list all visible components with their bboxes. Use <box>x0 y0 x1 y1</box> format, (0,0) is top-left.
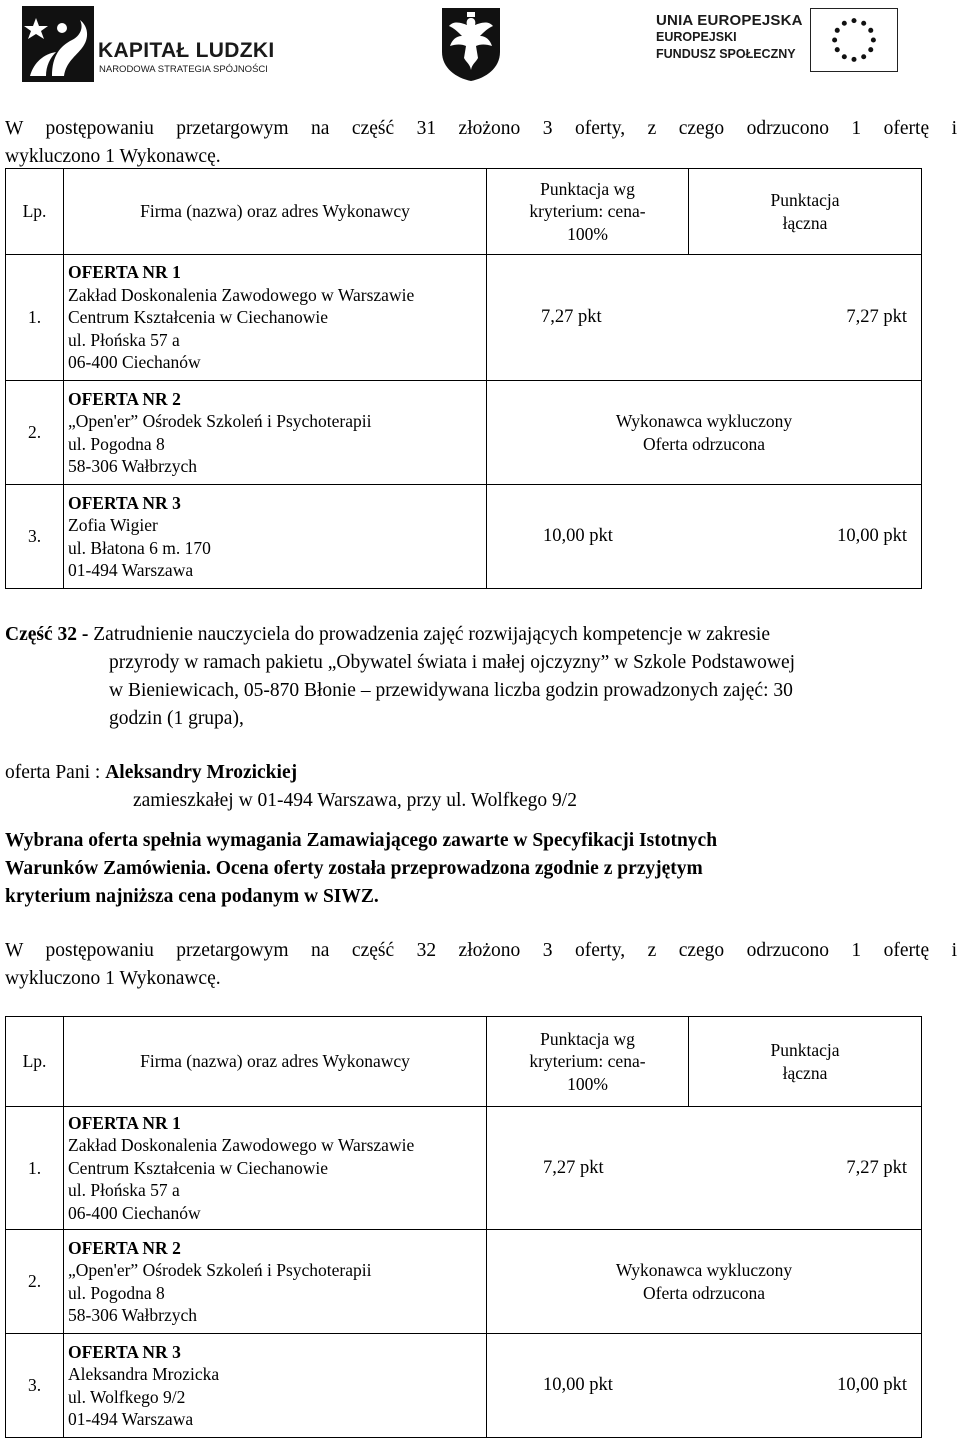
section32-address: zamieszkałej w 01-494 Warszawa, przy ul. Wolfkego 9/2 <box>133 790 577 811</box>
firm-line: Centrum Kształcenia w Ciechanowie <box>68 307 328 328</box>
eu-logo <box>656 8 938 72</box>
firm-line: Zofia Wigier <box>68 515 158 535</box>
row-status <box>487 381 922 485</box>
row-lp: 2. <box>6 381 64 485</box>
section31-intro-line-1: W postępowaniu przetargowym na część 31 złożono 3 oferty, z czego odrzucono 1 ofertę i <box>5 118 957 139</box>
score-value: 7,27 pkt <box>541 307 602 328</box>
firm-line: 06-400 Ciechanów <box>68 1202 201 1223</box>
section31-results-table <box>5 168 922 589</box>
table-row <box>6 485 922 589</box>
firm-line: 58-306 Wałbrzych <box>68 1305 197 1325</box>
row-scores <box>487 1107 922 1230</box>
table-header-row <box>6 169 922 255</box>
header-score-line-3: 100% <box>567 223 608 244</box>
row-lp: 2. <box>6 1230 64 1334</box>
header-score-line-2: kryterium: cena- <box>529 1051 646 1072</box>
row-firm <box>64 1107 487 1230</box>
header-total-line-2: łączna <box>782 212 828 233</box>
row-lp: 3. <box>6 1334 64 1438</box>
section32-bold-line-3: kryterium najniższa cena podanym w SIWZ. <box>5 886 379 907</box>
row-scores <box>487 485 922 589</box>
coat-of-arms-eagle-icon <box>440 6 502 82</box>
eu-flag-icon <box>810 8 898 72</box>
firm-line: Zakład Doskonalenia Zawodowego w Warszawie <box>68 1135 415 1156</box>
header-total <box>689 169 922 255</box>
section31-intro-line-2: wykluczono 1 Wykonawcę. <box>5 146 221 167</box>
table-row <box>6 255 922 381</box>
firm-line: 06-400 Ciechanów <box>68 352 201 373</box>
header-total-line-1: Punktacja <box>770 1040 840 1060</box>
offer-number: OFERTA NR 3 <box>68 492 181 513</box>
offer-number: OFERTA NR 2 <box>68 388 181 409</box>
status-excluded: Wykonawca wykluczony <box>615 411 793 431</box>
header-score <box>487 169 689 255</box>
eu-logo-text <box>656 12 803 63</box>
total-value: 7,27 pkt <box>846 307 907 328</box>
header-lp: Lp. <box>6 1017 64 1107</box>
status-rejected: Oferta odrzucona <box>643 1282 765 1303</box>
row-firm <box>64 381 487 485</box>
header-score-line-3: 100% <box>567 1073 608 1094</box>
eu-logo-line-3: FUNDUSZ SPOŁECZNY <box>656 47 796 61</box>
status-excluded: Wykonawca wykluczony <box>615 1260 793 1280</box>
section32-part-line-1 <box>5 622 770 648</box>
header-score-line-2: kryterium: cena- <box>529 201 646 222</box>
score-value: 10,00 pkt <box>543 526 613 547</box>
score-value: 10,00 pkt <box>543 1375 613 1396</box>
header-score-line-1: Punktacja wg <box>540 1028 635 1049</box>
offer-prefix: oferta Pani : <box>5 762 106 783</box>
firm-line: ul. Błatona 6 m. 170 <box>68 537 211 558</box>
header-lp: Lp. <box>6 169 64 255</box>
firm-line: 58-306 Wałbrzych <box>68 456 197 476</box>
section32-intro-line-2: wykluczono 1 Wykonawcę. <box>5 968 221 989</box>
section32-part-line-3: w Bieniewicach, 05-870 Błonie – przewidywana liczba godzin prowadzonych zajęć: 30 <box>109 680 793 701</box>
firm-line: Zakład Doskonalenia Zawodowego w Warszawie <box>68 284 415 305</box>
table-row <box>6 1230 922 1334</box>
row-status <box>487 1230 922 1334</box>
header-firm: Firma (nazwa) oraz adres Wykonawcy <box>64 1017 487 1107</box>
offer-name: Aleksandry Mrozickiej <box>105 762 298 783</box>
eu-logo-line-1: UNIA EUROPEJSKA <box>656 12 803 29</box>
table-row <box>6 381 922 485</box>
total-value: 10,00 pkt <box>837 526 907 547</box>
logo-bar <box>0 0 960 90</box>
firm-line: ul. Wolfkego 9/2 <box>68 1386 186 1407</box>
section32-intro-line-1: W postępowaniu przetargowym na część 32 złożono 3 oferty, z czego odrzucono 1 ofertę i <box>5 940 957 961</box>
firm-line: ul. Płońska 57 a <box>68 329 180 350</box>
firm-line: 01-494 Warszawa <box>68 560 194 580</box>
section32-results-table <box>5 1016 922 1438</box>
offer-number: OFERTA NR 3 <box>68 1341 181 1362</box>
table-row <box>6 1334 922 1438</box>
header-total-line-2: łączna <box>782 1062 828 1083</box>
header-total-line-1: Punktacja <box>770 190 840 210</box>
offer-number: OFERTA NR 1 <box>68 1112 181 1133</box>
firm-line: Centrum Kształcenia w Ciechanowie <box>68 1157 328 1178</box>
status-rejected: Oferta odrzucona <box>643 433 765 454</box>
row-scores <box>487 255 922 381</box>
firm-line: ul. Płońska 57 a <box>68 1180 180 1201</box>
firm-line: 01-494 Warszawa <box>68 1409 194 1429</box>
row-firm <box>64 255 487 381</box>
eu-logo-line-2: EUROPEJSKI <box>656 30 737 44</box>
kapital-ludzki-title: KAPITAŁ LUDZKI <box>98 39 275 62</box>
row-firm <box>64 1230 487 1334</box>
section32-offer-line <box>5 760 297 786</box>
table-row <box>6 1107 922 1230</box>
section32-part-line-2: przyrody w ramach pakietu „Obywatel świata i małej ojczyzny” w Szkole Podstawowej <box>109 652 796 673</box>
header-firm: Firma (nazwa) oraz adres Wykonawcy <box>64 169 487 255</box>
part-label: Część 32 - <box>5 624 89 645</box>
offer-number: OFERTA NR 2 <box>68 1237 181 1258</box>
total-value: 10,00 pkt <box>837 1375 907 1396</box>
row-lp: 1. <box>6 1107 64 1230</box>
row-lp: 3. <box>6 485 64 589</box>
row-scores <box>487 1334 922 1438</box>
header-total <box>689 1017 922 1107</box>
section32-bold-line-2: Warunków Zamówienia. Ocena oferty została przeprowadzona zgodnie z przyjętym <box>5 858 703 879</box>
firm-line: ul. Pogodna 8 <box>68 433 165 454</box>
offer-number: OFERTA NR 1 <box>68 262 181 283</box>
total-value: 7,27 pkt <box>846 1157 907 1178</box>
header-score <box>487 1017 689 1107</box>
table-header-row <box>6 1017 922 1107</box>
part-title-start: Zatrudnienie nauczyciela do prowadzenia zajęć rozwijających kompetencje w zakresie <box>88 624 770 645</box>
firm-line: Aleksandra Mrozicka <box>68 1364 220 1384</box>
row-lp: 1. <box>6 255 64 381</box>
firm-line: „Open'er” Ośrodek Szkoleń i Psychoterapii <box>68 1260 372 1280</box>
kapital-ludzki-mark-icon <box>22 6 94 82</box>
firm-line: ul. Pogodna 8 <box>68 1282 165 1303</box>
kapital-ludzki-logo <box>22 6 282 82</box>
section32-part-line-4: godzin (1 grupa), <box>109 708 244 729</box>
row-firm <box>64 1334 487 1438</box>
firm-line: „Open'er” Ośrodek Szkoleń i Psychoterapii <box>68 411 372 431</box>
row-firm <box>64 485 487 589</box>
header-score-line-1: Punktacja wg <box>540 178 635 199</box>
section32-bold-line-1: Wybrana oferta spełnia wymagania Zamawiającego zawarte w Specyfikacji Istotnych <box>5 830 718 851</box>
score-value: 7,27 pkt <box>543 1157 604 1178</box>
kapital-ludzki-subtitle: NARODOWA STRATEGIA SPÓJNOŚCI <box>99 64 268 75</box>
